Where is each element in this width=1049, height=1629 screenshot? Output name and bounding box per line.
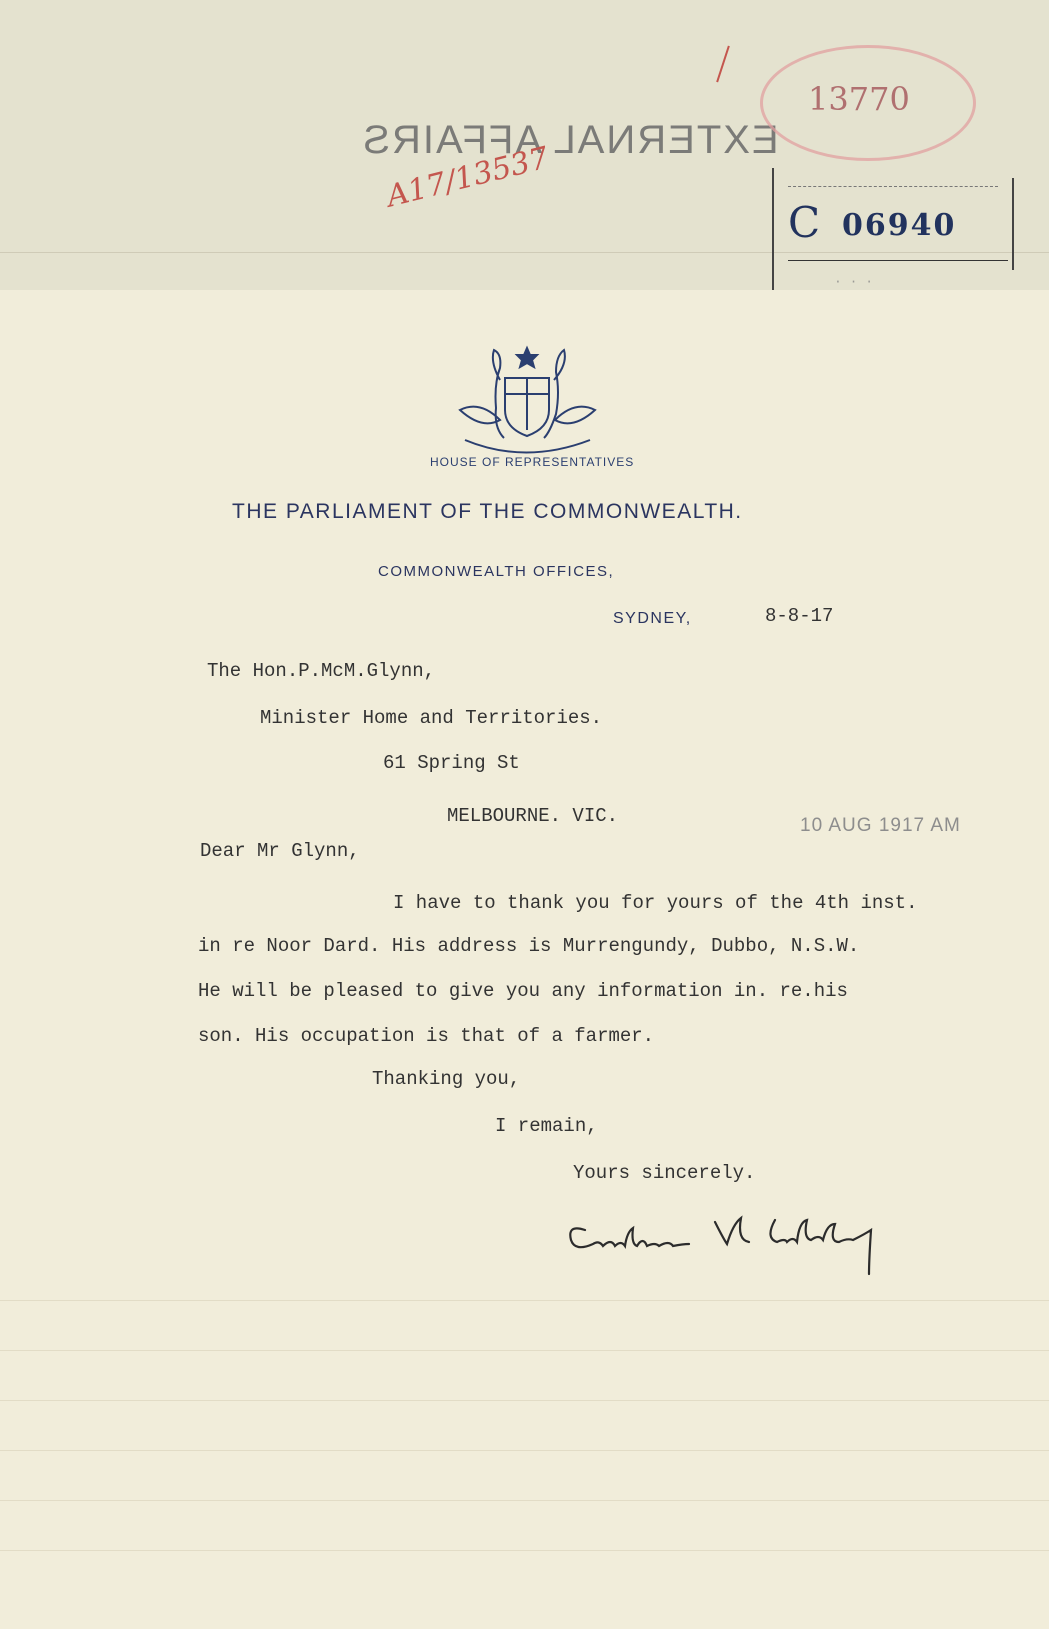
letter-date: 8-8-17 — [765, 605, 834, 627]
ruled-line — [0, 1350, 1049, 1351]
address-line-2: Minister Home and Territories. — [260, 707, 603, 729]
registry-prefix: C — [788, 198, 821, 247]
letterhead-offices: COMMONWEALTH OFFICES, — [378, 563, 615, 580]
body-line-3: He will be pleased to give you any information in. re.his — [198, 980, 848, 1002]
crest-label: HOUSE OF REPRESENTATIVES — [430, 455, 635, 469]
stamp-number: 13770 — [808, 80, 910, 118]
ruled-line — [0, 1450, 1049, 1451]
address-line-1: The Hon.P.McM.Glynn, — [207, 660, 436, 682]
ruled-line — [0, 1550, 1049, 1551]
letterhead-title: THE PARLIAMENT OF THE COMMONWEALTH. — [232, 500, 743, 523]
ruled-line — [0, 1400, 1049, 1401]
address-line-4: MELBOURNE. VIC. — [447, 805, 619, 827]
registry-dotted-line — [788, 186, 998, 187]
closing-line: Yours sincerely. — [573, 1162, 756, 1184]
body-line-2: in re Noor Dard. His address is Murrengundy, Dubbo, N.S.W. — [198, 935, 860, 957]
registry-rule — [788, 260, 1008, 261]
address-line-3: 61 Spring St — [383, 752, 520, 774]
received-date-stamp: 10 AUG 1917 AM — [800, 815, 961, 836]
registry-number: 06940 — [842, 208, 957, 243]
signature — [565, 1200, 995, 1280]
handwritten-reference: A17/13537 — [383, 140, 553, 215]
letter-sheet — [0, 290, 1049, 1629]
cover-heading-mirrored: EXTERNAL AFFAIRS — [361, 118, 779, 162]
ruled-line — [0, 1500, 1049, 1501]
salutation: Dear Mr Glynn, — [200, 840, 360, 862]
registry-box-edge — [1012, 178, 1014, 270]
thanks-line: Thanking you, — [372, 1068, 521, 1090]
ruled-line — [0, 1300, 1049, 1301]
red-pencil-mark — [716, 46, 730, 83]
body-line-4: son. His occupation is that of a farmer. — [198, 1025, 655, 1047]
remain-line: I remain, — [495, 1115, 598, 1137]
body-line-1: I have to thank you for yours of the 4th inst. — [393, 892, 918, 914]
letterhead-city: SYDNEY, — [613, 610, 692, 627]
file-cover — [0, 0, 1049, 290]
registry-faint-mark: · · · — [834, 274, 874, 289]
registry-box — [772, 168, 1014, 308]
